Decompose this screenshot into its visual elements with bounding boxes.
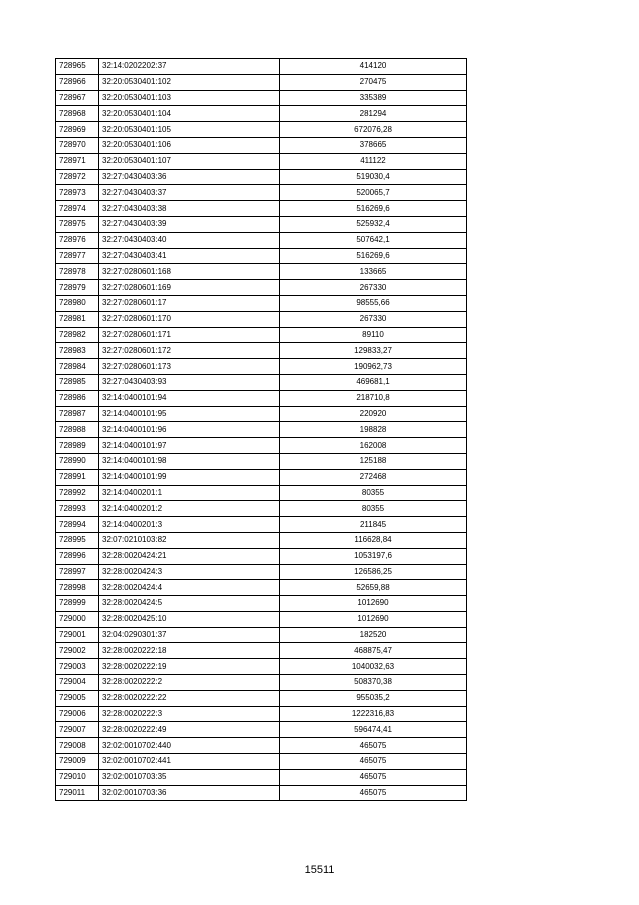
cadastral-number-cell: 32:27:0280601:17 [99, 295, 280, 311]
row-id-cell: 728973 [56, 185, 99, 201]
row-id-cell: 729006 [56, 706, 99, 722]
cadastral-number-cell: 32:28:0020222:3 [99, 706, 280, 722]
value-cell: 507642,1 [280, 232, 467, 248]
table-row [56, 532, 467, 548]
value-cell: 519030,4 [280, 169, 467, 185]
table-row [56, 106, 467, 122]
row-id-cell: 729001 [56, 627, 99, 643]
value-cell: 272468 [280, 469, 467, 485]
cadastral-number-cell: 32:14:0400101:96 [99, 422, 280, 438]
table-row [56, 738, 467, 754]
row-id-cell: 728993 [56, 501, 99, 517]
cadastral-number-cell: 32:14:0202202:37 [99, 59, 280, 75]
cadastral-number-cell: 32:28:0020222:22 [99, 690, 280, 706]
row-id-cell: 729009 [56, 754, 99, 770]
table-row [56, 754, 467, 770]
value-cell: 198828 [280, 422, 467, 438]
data-table [55, 58, 467, 801]
table-row [56, 232, 467, 248]
row-id-cell: 728971 [56, 153, 99, 169]
row-id-cell: 729002 [56, 643, 99, 659]
value-cell: 516269,6 [280, 248, 467, 264]
value-cell: 80355 [280, 485, 467, 501]
cadastral-number-cell: 32:28:0020222:18 [99, 643, 280, 659]
value-cell: 508370,38 [280, 675, 467, 691]
table-row [56, 122, 467, 138]
value-cell: 89110 [280, 327, 467, 343]
cadastral-number-cell: 32:14:0400101:95 [99, 406, 280, 422]
value-cell: 133665 [280, 264, 467, 280]
row-id-cell: 728996 [56, 548, 99, 564]
row-id-cell: 729010 [56, 769, 99, 785]
table-row [56, 596, 467, 612]
table-row [56, 90, 467, 106]
row-id-cell: 728983 [56, 343, 99, 359]
row-id-cell: 728994 [56, 517, 99, 533]
cadastral-number-cell: 32:20:0530401:104 [99, 106, 280, 122]
row-id-cell: 729008 [56, 738, 99, 754]
value-cell: 116628,84 [280, 532, 467, 548]
cadastral-number-cell: 32:27:0280601:171 [99, 327, 280, 343]
table-row [56, 611, 467, 627]
row-id-cell: 728966 [56, 74, 99, 90]
table-row [56, 627, 467, 643]
row-id-cell: 728997 [56, 564, 99, 580]
row-id-cell: 728985 [56, 374, 99, 390]
cadastral-number-cell: 32:20:0530401:103 [99, 90, 280, 106]
cadastral-number-cell: 32:27:0280601:168 [99, 264, 280, 280]
cadastral-number-cell: 32:14:0400201:2 [99, 501, 280, 517]
cadastral-number-cell: 32:02:0010702:440 [99, 738, 280, 754]
value-cell: 469681,1 [280, 374, 467, 390]
cadastral-number-cell: 32:27:0430403:39 [99, 216, 280, 232]
cadastral-number-cell: 32:28:0020222:2 [99, 675, 280, 691]
table-row [56, 74, 467, 90]
value-cell: 525932,4 [280, 216, 467, 232]
table-row [56, 643, 467, 659]
table-row [56, 216, 467, 232]
row-id-cell: 729011 [56, 785, 99, 801]
value-cell: 80355 [280, 501, 467, 517]
cadastral-number-cell: 32:02:0010703:35 [99, 769, 280, 785]
row-id-cell: 728986 [56, 390, 99, 406]
row-id-cell: 728967 [56, 90, 99, 106]
value-cell: 267330 [280, 311, 467, 327]
table-row [56, 722, 467, 738]
row-id-cell: 728999 [56, 596, 99, 612]
value-cell: 52659,88 [280, 580, 467, 596]
cadastral-number-cell: 32:07:0210103:82 [99, 532, 280, 548]
value-cell: 596474,41 [280, 722, 467, 738]
cadastral-number-cell: 32:27:0430403:93 [99, 374, 280, 390]
value-cell: 129833,27 [280, 343, 467, 359]
row-id-cell: 728974 [56, 201, 99, 217]
table-row [56, 485, 467, 501]
value-cell: 125188 [280, 453, 467, 469]
value-cell: 465075 [280, 769, 467, 785]
cadastral-number-cell: 32:28:0020222:49 [99, 722, 280, 738]
row-id-cell: 728976 [56, 232, 99, 248]
row-id-cell: 728992 [56, 485, 99, 501]
table-row [56, 769, 467, 785]
row-id-cell: 728968 [56, 106, 99, 122]
value-cell: 1222316,83 [280, 706, 467, 722]
value-cell: 672076,28 [280, 122, 467, 138]
row-id-cell: 728970 [56, 137, 99, 153]
row-id-cell: 728972 [56, 169, 99, 185]
cadastral-number-cell: 32:14:0400101:98 [99, 453, 280, 469]
cadastral-number-cell: 32:27:0280601:172 [99, 343, 280, 359]
table-row [56, 422, 467, 438]
cadastral-number-cell: 32:20:0530401:107 [99, 153, 280, 169]
row-id-cell: 728998 [56, 580, 99, 596]
row-id-cell: 728984 [56, 359, 99, 375]
table-row [56, 137, 467, 153]
value-cell: 465075 [280, 785, 467, 801]
row-id-cell: 728975 [56, 216, 99, 232]
row-id-cell: 728969 [56, 122, 99, 138]
value-cell: 414120 [280, 59, 467, 75]
cadastral-number-cell: 32:28:0020222:19 [99, 659, 280, 675]
cadastral-number-cell: 32:14:0400101:99 [99, 469, 280, 485]
cadastral-number-cell: 32:27:0430403:38 [99, 201, 280, 217]
row-id-cell: 728987 [56, 406, 99, 422]
row-id-cell: 728980 [56, 295, 99, 311]
table-row [56, 580, 467, 596]
value-cell: 98555,66 [280, 295, 467, 311]
table-row [56, 785, 467, 801]
value-cell: 335389 [280, 90, 467, 106]
cadastral-number-cell: 32:27:0280601:170 [99, 311, 280, 327]
row-id-cell: 729005 [56, 690, 99, 706]
table-row [56, 343, 467, 359]
cadastral-number-cell: 32:20:0530401:105 [99, 122, 280, 138]
row-id-cell: 729000 [56, 611, 99, 627]
value-cell: 520065,7 [280, 185, 467, 201]
row-id-cell: 728977 [56, 248, 99, 264]
table-row [56, 359, 467, 375]
value-cell: 126586,25 [280, 564, 467, 580]
row-id-cell: 728988 [56, 422, 99, 438]
table-row [56, 153, 467, 169]
row-id-cell: 728991 [56, 469, 99, 485]
cadastral-number-cell: 32:28:0020424:21 [99, 548, 280, 564]
value-cell: 1053197,6 [280, 548, 467, 564]
table-row [56, 201, 467, 217]
cadastral-number-cell: 32:14:0400201:3 [99, 517, 280, 533]
value-cell: 516269,6 [280, 201, 467, 217]
table-row [56, 327, 467, 343]
table-row [56, 564, 467, 580]
table-row [56, 169, 467, 185]
cadastral-number-cell: 32:20:0530401:102 [99, 74, 280, 90]
value-cell: 267330 [280, 280, 467, 296]
value-cell: 378665 [280, 137, 467, 153]
cadastral-number-cell: 32:14:0400101:94 [99, 390, 280, 406]
value-cell: 468875,47 [280, 643, 467, 659]
cadastral-number-cell: 32:28:0020424:3 [99, 564, 280, 580]
table-row [56, 517, 467, 533]
value-cell: 1040032,63 [280, 659, 467, 675]
cadastral-number-cell: 32:02:0010702:441 [99, 754, 280, 770]
table-row [56, 248, 467, 264]
row-id-cell: 728982 [56, 327, 99, 343]
value-cell: 465075 [280, 738, 467, 754]
row-id-cell: 728995 [56, 532, 99, 548]
table-row [56, 690, 467, 706]
cadastral-number-cell: 32:27:0430403:41 [99, 248, 280, 264]
value-cell: 218710,8 [280, 390, 467, 406]
row-id-cell: 729007 [56, 722, 99, 738]
table-row [56, 185, 467, 201]
table-row [56, 406, 467, 422]
cadastral-number-cell: 32:20:0530401:106 [99, 137, 280, 153]
cadastral-number-cell: 32:02:0010703:36 [99, 785, 280, 801]
cadastral-number-cell: 32:04:0290301:37 [99, 627, 280, 643]
table-row [56, 311, 467, 327]
value-cell: 411122 [280, 153, 467, 169]
table-row [56, 501, 467, 517]
table-row [56, 469, 467, 485]
cadastral-number-cell: 32:28:0020424:4 [99, 580, 280, 596]
value-cell: 281294 [280, 106, 467, 122]
page-number: 15511 [304, 864, 335, 876]
table-row [56, 659, 467, 675]
value-cell: 955035,2 [280, 690, 467, 706]
cadastral-number-cell: 32:27:0430403:40 [99, 232, 280, 248]
row-id-cell: 728979 [56, 280, 99, 296]
table-row [56, 374, 467, 390]
row-id-cell: 729003 [56, 659, 99, 675]
value-cell: 190962,73 [280, 359, 467, 375]
value-cell: 220920 [280, 406, 467, 422]
row-id-cell: 728981 [56, 311, 99, 327]
value-cell: 465075 [280, 754, 467, 770]
table-row [56, 675, 467, 691]
table-row [56, 280, 467, 296]
cadastral-number-cell: 32:28:0020425:10 [99, 611, 280, 627]
table-row [56, 438, 467, 454]
cadastral-number-cell: 32:14:0400201:1 [99, 485, 280, 501]
table-row [56, 453, 467, 469]
row-id-cell: 728990 [56, 453, 99, 469]
table-row [56, 264, 467, 280]
value-cell: 270475 [280, 74, 467, 90]
cadastral-number-cell: 32:14:0400101:97 [99, 438, 280, 454]
row-id-cell: 728965 [56, 59, 99, 75]
cadastral-number-cell: 32:27:0430403:37 [99, 185, 280, 201]
table-row [56, 390, 467, 406]
table-body [56, 59, 467, 801]
value-cell: 1012690 [280, 596, 467, 612]
row-id-cell: 728989 [56, 438, 99, 454]
row-id-cell: 729004 [56, 675, 99, 691]
value-cell: 182520 [280, 627, 467, 643]
cadastral-number-cell: 32:28:0020424:5 [99, 596, 280, 612]
table-row [56, 59, 467, 75]
table-row [56, 548, 467, 564]
cadastral-number-cell: 32:27:0430403:36 [99, 169, 280, 185]
table-row [56, 706, 467, 722]
table-row [56, 295, 467, 311]
row-id-cell: 728978 [56, 264, 99, 280]
cadastral-number-cell: 32:27:0280601:169 [99, 280, 280, 296]
cadastral-number-cell: 32:27:0280601:173 [99, 359, 280, 375]
value-cell: 211845 [280, 517, 467, 533]
value-cell: 1012690 [280, 611, 467, 627]
value-cell: 162008 [280, 438, 467, 454]
